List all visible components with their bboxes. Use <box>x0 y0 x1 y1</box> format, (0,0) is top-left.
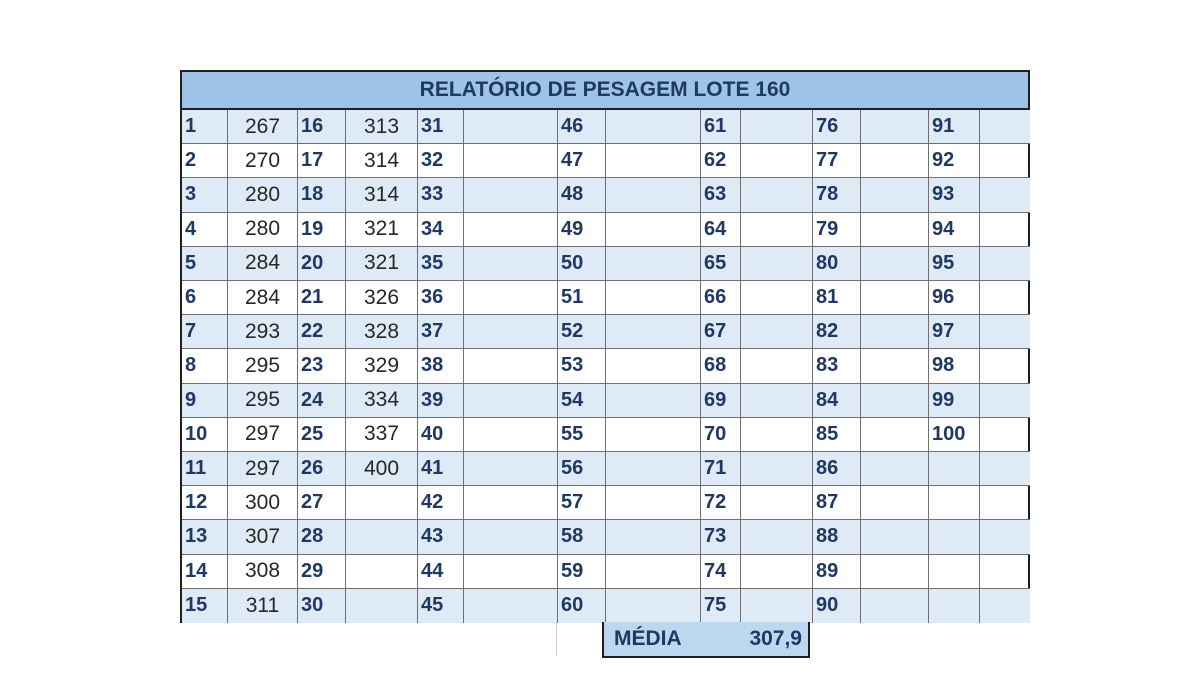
weight-value-cell <box>346 589 418 623</box>
weight-value-cell <box>741 452 813 486</box>
animal-number-cell: 57 <box>558 486 606 520</box>
weight-value-cell <box>464 555 558 589</box>
animal-number-cell: 76 <box>813 110 861 144</box>
animal-number-cell: 39 <box>418 384 464 418</box>
weight-value-cell <box>861 555 929 589</box>
weight-value-cell <box>464 418 558 452</box>
report-grid <box>182 110 1028 623</box>
animal-number-cell: 89 <box>813 555 861 589</box>
weight-value-cell: 334 <box>346 384 418 418</box>
weight-value-cell <box>861 486 929 520</box>
weight-value-cell <box>980 178 1030 212</box>
weight-value-cell <box>464 315 558 349</box>
weight-value-cell <box>464 281 558 315</box>
animal-number-cell: 48 <box>558 178 606 212</box>
weight-value-cell: 293 <box>228 315 298 349</box>
animal-number-cell: 61 <box>701 110 741 144</box>
weight-value-cell: 400 <box>346 452 418 486</box>
weighing-report-table <box>180 70 1030 623</box>
animal-number-cell: 13 <box>182 520 228 554</box>
animal-number-cell: 29 <box>298 555 346 589</box>
empty-cell <box>980 555 1030 589</box>
animal-number-cell: 20 <box>298 247 346 281</box>
animal-number-cell: 90 <box>813 589 861 623</box>
animal-number-cell: 81 <box>813 281 861 315</box>
weight-value-cell <box>464 213 558 247</box>
weight-value-cell <box>741 247 813 281</box>
weight-value-cell <box>741 144 813 178</box>
weight-value-cell <box>861 589 929 623</box>
weight-value-cell: 337 <box>346 418 418 452</box>
weight-value-cell <box>861 144 929 178</box>
animal-number-cell: 100 <box>929 418 980 452</box>
weight-value-cell: 313 <box>346 110 418 144</box>
animal-number-cell: 53 <box>558 349 606 383</box>
weight-value-cell: 329 <box>346 349 418 383</box>
animal-number-cell: 27 <box>298 486 346 520</box>
weight-value-cell <box>980 281 1030 315</box>
weight-value-cell <box>346 486 418 520</box>
animal-number-cell: 40 <box>418 418 464 452</box>
animal-number-cell: 3 <box>182 178 228 212</box>
weight-value-cell <box>741 589 813 623</box>
weight-value-cell <box>741 384 813 418</box>
animal-number-cell: 28 <box>298 520 346 554</box>
weight-value-cell <box>980 144 1030 178</box>
weight-value-cell <box>606 110 701 144</box>
weight-value-cell: 280 <box>228 178 298 212</box>
animal-number-cell: 34 <box>418 213 464 247</box>
animal-number-cell: 25 <box>298 418 346 452</box>
weight-value-cell <box>606 520 701 554</box>
weight-value-cell <box>861 418 929 452</box>
animal-number-cell: 85 <box>813 418 861 452</box>
animal-number-cell: 26 <box>298 452 346 486</box>
animal-number-cell: 23 <box>298 349 346 383</box>
weight-value-cell <box>861 110 929 144</box>
weight-value-cell: 267 <box>228 110 298 144</box>
animal-number-cell: 65 <box>701 247 741 281</box>
weight-value-cell <box>741 110 813 144</box>
weight-value-cell <box>741 178 813 212</box>
cell-divider-line <box>556 622 557 656</box>
weight-value-cell: 311 <box>228 589 298 623</box>
animal-number-cell: 71 <box>701 452 741 486</box>
weight-value-cell: 328 <box>346 315 418 349</box>
animal-number-cell: 4 <box>182 213 228 247</box>
weight-value-cell <box>741 486 813 520</box>
animal-number-cell: 37 <box>418 315 464 349</box>
weight-value-cell <box>861 349 929 383</box>
animal-number-cell: 51 <box>558 281 606 315</box>
animal-number-cell: 98 <box>929 349 980 383</box>
weight-value-cell <box>741 213 813 247</box>
weight-value-cell <box>741 520 813 554</box>
weight-value-cell <box>606 589 701 623</box>
weight-value-cell <box>861 315 929 349</box>
animal-number-cell: 77 <box>813 144 861 178</box>
animal-number-cell: 64 <box>701 213 741 247</box>
empty-cell <box>980 452 1030 486</box>
animal-number-cell: 74 <box>701 555 741 589</box>
animal-number-cell: 92 <box>929 144 980 178</box>
weight-value-cell <box>980 349 1030 383</box>
animal-number-cell: 44 <box>418 555 464 589</box>
animal-number-cell: 58 <box>558 520 606 554</box>
weight-value-cell <box>464 110 558 144</box>
weight-value-cell <box>980 213 1030 247</box>
empty-cell <box>980 589 1030 623</box>
animal-number-cell: 95 <box>929 247 980 281</box>
animal-number-cell: 38 <box>418 349 464 383</box>
animal-number-cell: 47 <box>558 144 606 178</box>
animal-number-cell: 93 <box>929 178 980 212</box>
weight-value-cell <box>606 315 701 349</box>
animal-number-cell: 16 <box>298 110 346 144</box>
weight-value-cell <box>741 349 813 383</box>
animal-number-cell: 96 <box>929 281 980 315</box>
animal-number-cell: 78 <box>813 178 861 212</box>
weight-value-cell <box>464 349 558 383</box>
average-value: 307,9 <box>749 627 802 650</box>
animal-number-cell: 31 <box>418 110 464 144</box>
empty-cell <box>929 486 980 520</box>
animal-number-cell: 86 <box>813 452 861 486</box>
animal-number-cell: 30 <box>298 589 346 623</box>
weight-value-cell <box>861 247 929 281</box>
weight-value-cell <box>980 247 1030 281</box>
weight-value-cell <box>606 349 701 383</box>
weight-value-cell: 284 <box>228 281 298 315</box>
animal-number-cell: 62 <box>701 144 741 178</box>
animal-number-cell: 5 <box>182 247 228 281</box>
animal-number-cell: 94 <box>929 213 980 247</box>
animal-number-cell: 50 <box>558 247 606 281</box>
weight-value-cell <box>606 418 701 452</box>
animal-number-cell: 24 <box>298 384 346 418</box>
weight-value-cell <box>606 144 701 178</box>
weight-value-cell <box>606 178 701 212</box>
animal-number-cell: 17 <box>298 144 346 178</box>
animal-number-cell: 32 <box>418 144 464 178</box>
empty-cell <box>929 520 980 554</box>
weight-value-cell <box>741 555 813 589</box>
weight-value-cell: 308 <box>228 555 298 589</box>
animal-number-cell: 52 <box>558 315 606 349</box>
animal-number-cell: 45 <box>418 589 464 623</box>
weight-value-cell: 284 <box>228 247 298 281</box>
animal-number-cell: 73 <box>701 520 741 554</box>
weight-value-cell: 300 <box>228 486 298 520</box>
weight-value-cell <box>464 589 558 623</box>
weight-value-cell <box>464 384 558 418</box>
weight-value-cell <box>464 247 558 281</box>
weight-value-cell: 326 <box>346 281 418 315</box>
weight-value-cell <box>346 520 418 554</box>
animal-number-cell: 18 <box>298 178 346 212</box>
weight-value-cell: 321 <box>346 247 418 281</box>
animal-number-cell: 43 <box>418 520 464 554</box>
animal-number-cell: 72 <box>701 486 741 520</box>
animal-number-cell: 70 <box>701 418 741 452</box>
weight-value-cell: 295 <box>228 384 298 418</box>
weight-value-cell <box>741 281 813 315</box>
animal-number-cell: 82 <box>813 315 861 349</box>
animal-number-cell: 2 <box>182 144 228 178</box>
weight-value-cell <box>464 178 558 212</box>
weight-value-cell <box>980 418 1030 452</box>
weight-value-cell <box>861 213 929 247</box>
weight-value-cell <box>980 315 1030 349</box>
animal-number-cell: 91 <box>929 110 980 144</box>
report-title: RELATÓRIO DE PESAGEM LOTE 160 <box>182 72 1028 110</box>
weight-value-cell <box>980 384 1030 418</box>
animal-number-cell: 7 <box>182 315 228 349</box>
weight-value-cell <box>464 452 558 486</box>
animal-number-cell: 14 <box>182 555 228 589</box>
weight-value-cell <box>861 520 929 554</box>
animal-number-cell: 42 <box>418 486 464 520</box>
weight-value-cell: 280 <box>228 213 298 247</box>
weight-value-cell: 297 <box>228 418 298 452</box>
animal-number-cell: 1 <box>182 110 228 144</box>
weight-value-cell <box>606 555 701 589</box>
weight-value-cell <box>741 315 813 349</box>
animal-number-cell: 22 <box>298 315 346 349</box>
weight-value-cell: 295 <box>228 349 298 383</box>
empty-cell <box>980 486 1030 520</box>
weight-value-cell <box>861 178 929 212</box>
animal-number-cell: 99 <box>929 384 980 418</box>
weight-value-cell: 297 <box>228 452 298 486</box>
animal-number-cell: 55 <box>558 418 606 452</box>
empty-cell <box>980 520 1030 554</box>
weight-value-cell <box>861 281 929 315</box>
animal-number-cell: 66 <box>701 281 741 315</box>
weight-value-cell: 307 <box>228 520 298 554</box>
weight-value-cell <box>606 452 701 486</box>
empty-cell <box>929 589 980 623</box>
animal-number-cell: 10 <box>182 418 228 452</box>
weight-value-cell <box>606 281 701 315</box>
empty-cell <box>929 555 980 589</box>
weight-value-cell <box>606 247 701 281</box>
weight-value-cell <box>464 520 558 554</box>
animal-number-cell: 69 <box>701 384 741 418</box>
weight-value-cell <box>464 144 558 178</box>
animal-number-cell: 21 <box>298 281 346 315</box>
animal-number-cell: 56 <box>558 452 606 486</box>
animal-number-cell: 15 <box>182 589 228 623</box>
animal-number-cell: 19 <box>298 213 346 247</box>
average-label: MÉDIA <box>614 627 682 650</box>
animal-number-cell: 6 <box>182 281 228 315</box>
animal-number-cell: 60 <box>558 589 606 623</box>
animal-number-cell: 59 <box>558 555 606 589</box>
animal-number-cell: 8 <box>182 349 228 383</box>
weight-value-cell: 321 <box>346 213 418 247</box>
animal-number-cell: 67 <box>701 315 741 349</box>
weight-value-cell: 270 <box>228 144 298 178</box>
weight-value-cell <box>606 213 701 247</box>
weight-value-cell <box>980 110 1030 144</box>
animal-number-cell: 41 <box>418 452 464 486</box>
animal-number-cell: 12 <box>182 486 228 520</box>
weight-value-cell: 314 <box>346 178 418 212</box>
weight-value-cell <box>861 384 929 418</box>
animal-number-cell: 46 <box>558 110 606 144</box>
animal-number-cell: 87 <box>813 486 861 520</box>
animal-number-cell: 83 <box>813 349 861 383</box>
animal-number-cell: 36 <box>418 281 464 315</box>
average-box <box>602 622 810 658</box>
animal-number-cell: 68 <box>701 349 741 383</box>
empty-cell <box>929 452 980 486</box>
animal-number-cell: 79 <box>813 213 861 247</box>
animal-number-cell: 11 <box>182 452 228 486</box>
animal-number-cell: 49 <box>558 213 606 247</box>
animal-number-cell: 9 <box>182 384 228 418</box>
animal-number-cell: 97 <box>929 315 980 349</box>
animal-number-cell: 33 <box>418 178 464 212</box>
weight-value-cell <box>464 486 558 520</box>
weight-value-cell <box>346 555 418 589</box>
weight-value-cell: 314 <box>346 144 418 178</box>
animal-number-cell: 84 <box>813 384 861 418</box>
animal-number-cell: 75 <box>701 589 741 623</box>
weight-value-cell <box>741 418 813 452</box>
weight-value-cell <box>606 486 701 520</box>
animal-number-cell: 54 <box>558 384 606 418</box>
animal-number-cell: 35 <box>418 247 464 281</box>
weight-value-cell <box>861 452 929 486</box>
animal-number-cell: 88 <box>813 520 861 554</box>
weight-value-cell <box>606 384 701 418</box>
animal-number-cell: 80 <box>813 247 861 281</box>
animal-number-cell: 63 <box>701 178 741 212</box>
